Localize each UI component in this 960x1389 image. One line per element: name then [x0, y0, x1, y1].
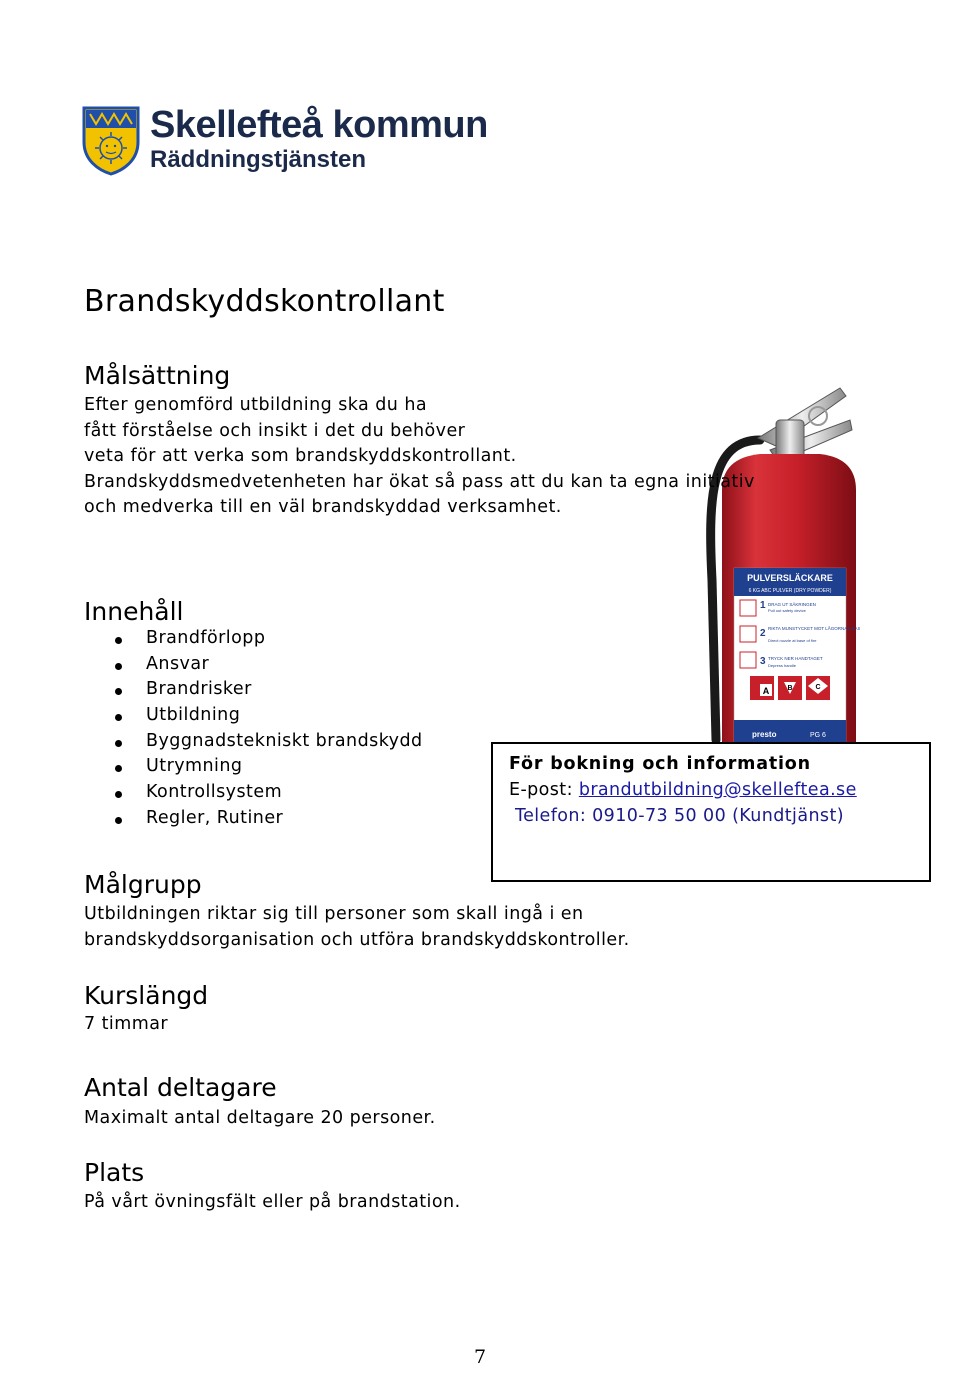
plats-text: På vårt övningsfält eller på brandstation. — [84, 1192, 461, 1212]
email-label: E-post: — [509, 780, 579, 800]
malgrupp-heading: Målgrupp — [84, 870, 202, 899]
class-a: A — [762, 686, 770, 696]
org-name: Skellefteå kommun — [150, 104, 488, 146]
list-item: Brandrisker — [110, 679, 423, 705]
antal-heading: Antal deltagare — [84, 1073, 277, 1102]
svg-text:1: 1 — [760, 600, 766, 611]
class-c: C — [815, 684, 821, 691]
maker-name: presto — [752, 730, 777, 739]
label-step1-en: Pull out safety device — [768, 608, 806, 613]
malsattning-line: veta för att verka som brandskyddskontrollant. — [84, 446, 517, 466]
info-phone: Telefon: 0910-73 50 00 (Kundtjänst) — [515, 806, 844, 826]
innehall-list — [110, 628, 423, 834]
label-title: PULVERSLÄCKARE — [747, 573, 833, 583]
malsattning-line: Efter genomförd utbildning ska du ha — [84, 395, 428, 415]
page-title: Brandskyddskontrollant — [84, 284, 445, 319]
malgrupp-text — [84, 902, 630, 953]
innehall-heading: Innehåll — [84, 597, 184, 626]
svg-text:2: 2 — [760, 628, 766, 639]
department-name: Räddningstjänsten — [150, 146, 367, 173]
label-subtitle: 6 KG ABC PULVER (DRY POWDER) — [748, 588, 832, 594]
class-b: B — [787, 685, 793, 692]
label-step2-en: Direct nozzle at base of fire — [768, 638, 817, 643]
coat-of-arms-logo — [82, 106, 140, 180]
list-item: Ansvar — [110, 654, 423, 680]
svg-text:3: 3 — [760, 656, 766, 667]
malsattning-heading: Målsättning — [84, 361, 231, 390]
info-title: För bokning och information — [509, 754, 811, 774]
label-step2: RIKTA MUNSTYCKET MOT LÅGORNAS BAS — [768, 626, 860, 631]
malsattning-line: och medverka till en väl brandskyddad verksamhet. — [84, 497, 562, 517]
malsattning-text — [84, 393, 755, 521]
malsattning-line: Brandskyddsmedvetenheten har ökat så pass att du kan ta egna initiativ — [84, 471, 755, 492]
page-number: 7 — [474, 1346, 487, 1368]
info-email-line — [509, 780, 857, 800]
malgrupp-line: Utbildningen riktar sig till personer som skall ingå i en — [84, 904, 584, 924]
email-link[interactable]: brandutbildning@skelleftea.se — [578, 780, 857, 800]
plats-heading: Plats — [84, 1158, 145, 1187]
label-step3-en: Depress handle — [768, 663, 797, 668]
malgrupp-line: brandskyddsorganisation och utföra brandskyddskontroller. — [84, 929, 630, 950]
antal-text: Maximalt antal deltagare 20 personer. — [84, 1108, 436, 1128]
list-item: Kontrollsystem — [110, 782, 423, 808]
label-step1: DRAG UT SÄKRINGEN — [768, 602, 816, 607]
kurslangd-text: 7 timmar — [84, 1014, 169, 1034]
list-item: Brandförlopp — [110, 628, 423, 654]
label-step3: TRYCK NER HANDTAGET — [768, 656, 823, 661]
booking-info-box — [491, 742, 931, 882]
model-name: PG 6 — [810, 732, 826, 739]
list-item: Regler, Rutiner — [110, 808, 423, 834]
list-item: Utbildning — [110, 705, 423, 731]
kurslangd-heading: Kurslängd — [84, 981, 209, 1010]
malsattning-line: fått förståelse och insikt i det du behöver — [84, 420, 466, 441]
list-item: Utrymning — [110, 756, 423, 782]
list-item: Byggnadstekniskt brandskydd — [110, 731, 423, 757]
